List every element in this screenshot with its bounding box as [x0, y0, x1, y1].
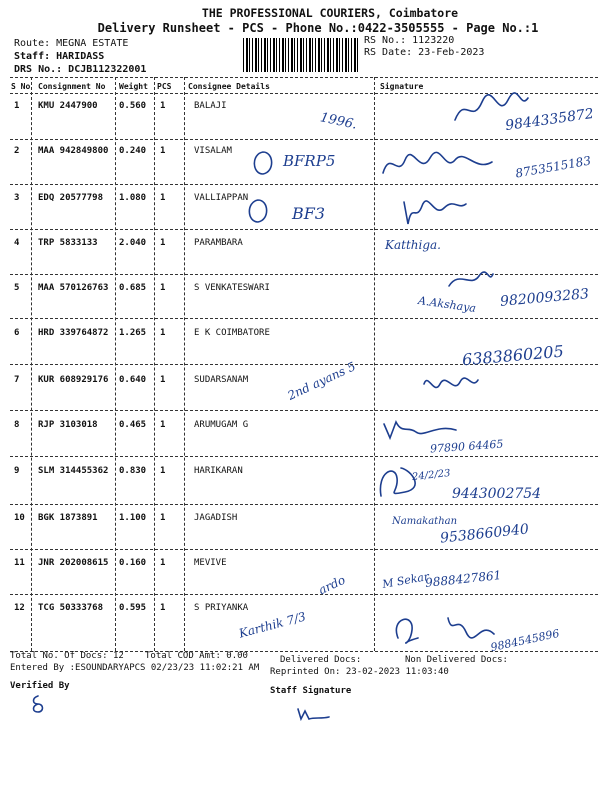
rs-date: RS Date: 23-Feb-2023 — [364, 47, 485, 58]
row-separator — [10, 139, 598, 140]
circled-mark — [250, 150, 276, 176]
col-signature: Signature — [380, 82, 424, 91]
handwritten-note: BF3 — [292, 204, 326, 223]
staff-signature-label: Staff Signature — [270, 686, 352, 696]
row-weight: 1.080 — [119, 193, 147, 203]
entered-by: Entered By :ESOUNDARYAPCS 02/23/23 11:02:21 AM — [10, 663, 260, 673]
col-consignee: Consignee Details — [188, 82, 270, 91]
row-consignee: JAGADISH — [194, 513, 238, 523]
col-sno: S No — [11, 82, 31, 91]
handwritten-date: 24/2/23 — [411, 468, 452, 483]
row-consignment: MAA 942849800 — [38, 146, 109, 156]
row-weight: 2.040 — [119, 238, 147, 248]
row-sno: 12 — [14, 603, 25, 613]
signature-scribble — [380, 148, 495, 178]
row-consignee: SUDARSANAM — [194, 375, 249, 385]
rs-number: RS No.: 1123220 — [364, 35, 455, 46]
signature-scribble — [380, 418, 460, 442]
row-weight: 0.685 — [119, 283, 147, 293]
non-delivered-docs: Non Delivered Docs: — [405, 655, 508, 665]
row-consignee: PARAMBARA — [194, 238, 243, 248]
row-consignment: RJP 3103018 — [38, 420, 98, 430]
row-pcs: 1 — [160, 328, 166, 338]
row-sno: 1 — [14, 101, 20, 111]
row-sno: 6 — [14, 328, 20, 338]
row-separator — [10, 594, 598, 595]
signature-scribble — [400, 192, 470, 228]
handwritten-name: Katthiga. — [385, 238, 441, 252]
handwritten-phone: 9844335872 — [504, 105, 595, 135]
row-consignee: VISALAM — [194, 146, 232, 156]
signature-scribble — [375, 462, 415, 502]
row-consignee: ARUMUGAM G — [194, 420, 249, 430]
row-sno: 3 — [14, 193, 20, 203]
col-pcs: PCS — [157, 82, 172, 91]
row-weight: 0.240 — [119, 146, 147, 156]
row-consignment: BGK 1873891 — [38, 513, 98, 523]
row-weight: 0.830 — [119, 466, 147, 476]
row-consignee: E K COIMBATORE — [194, 328, 270, 338]
handwritten-phone: 6383860205 — [461, 341, 565, 370]
verified-by: Verified By — [10, 681, 70, 691]
row-separator — [10, 318, 598, 319]
verified-mark — [30, 694, 46, 714]
row-pcs: 1 — [160, 238, 166, 248]
row-consignee: BALAJI — [194, 101, 227, 111]
staff-signature-scribble — [295, 705, 331, 723]
handwritten-name: Namakathan — [392, 516, 458, 527]
row-consignment: KUR 608929176 — [38, 375, 109, 385]
handwritten-phone: 9884545896 — [489, 626, 561, 655]
col-weight: Weight — [119, 82, 148, 91]
row-separator — [10, 504, 598, 505]
row-weight: 0.160 — [119, 558, 147, 568]
handwritten-phone: 9538660940 — [439, 521, 530, 547]
row-weight: 1.265 — [119, 328, 147, 338]
signature-scribble — [388, 608, 498, 648]
row-weight: 0.465 — [119, 420, 147, 430]
signature-scribble — [420, 370, 480, 400]
delivered-docs: Delivered Docs: — [280, 655, 362, 665]
handwritten-note: 1996. — [318, 110, 359, 133]
handwritten-phone: 8753515183 — [514, 153, 592, 181]
row-pcs: 1 — [160, 193, 166, 203]
row-consignee: HARIKARAN — [194, 466, 243, 476]
row-separator — [10, 229, 598, 230]
row-pcs: 1 — [160, 466, 166, 476]
row-pcs: 1 — [160, 603, 166, 613]
handwritten-phone: 9888427861 — [424, 568, 502, 590]
row-pcs: 1 — [160, 375, 166, 385]
row-pcs: 1 — [160, 558, 166, 568]
total-docs: Total No. Of Docs: 12 — [10, 651, 124, 661]
row-weight: 1.100 — [119, 513, 147, 523]
row-separator — [10, 549, 598, 550]
row-consignee: S VENKATESWARI — [194, 283, 270, 293]
row-pcs: 1 — [160, 283, 166, 293]
row-consignment: SLM 314455362 — [38, 466, 109, 476]
row-sno: 11 — [14, 558, 25, 568]
row-sno: 5 — [14, 283, 20, 293]
handwritten-note: Karthik 7/3 — [237, 609, 308, 641]
row-sno: 8 — [14, 420, 20, 430]
route: Route: MEGNA ESTATE — [14, 38, 129, 49]
row-sno: 4 — [14, 238, 20, 248]
row-sno: 9 — [14, 466, 20, 476]
table-top-rule — [10, 77, 598, 78]
row-consignment: MAA 570126763 — [38, 283, 109, 293]
row-pcs: 1 — [160, 146, 166, 156]
handwritten-note: 2nd ayans 5 — [285, 359, 358, 403]
signature-scribble — [445, 268, 495, 292]
runsheet-title: Delivery Runsheet - PCS - Phone No.:0422-3505555 - Page No.:1 — [97, 21, 539, 35]
row-consignee: MEVIVE — [194, 558, 227, 568]
col-consignment: Consignment No — [38, 82, 106, 91]
row-sno: 7 — [14, 375, 20, 385]
row-consignee: S PRIYANKA — [194, 603, 249, 613]
row-sno: 10 — [14, 513, 25, 523]
handwritten-phone: 9443002754 — [452, 486, 542, 502]
handwritten-note: ardo — [316, 572, 348, 598]
row-weight: 0.560 — [119, 101, 147, 111]
barcode — [243, 38, 358, 72]
row-separator — [10, 274, 598, 275]
handwritten-name: A.Akshaya — [417, 294, 477, 315]
row-pcs: 1 — [160, 101, 166, 111]
handwritten-phone: 97890 64465 — [429, 437, 504, 456]
row-separator — [10, 184, 598, 185]
row-consignment: HRD 339764872 — [38, 328, 109, 338]
row-consignment: EDQ 20577798 — [38, 193, 104, 203]
row-consignment: JNR 202008615 — [38, 558, 109, 568]
total-cod: Total COD Amt: 0.00 — [145, 651, 248, 661]
row-weight: 0.595 — [119, 603, 147, 613]
circled-mark — [245, 198, 271, 224]
row-weight: 0.640 — [119, 375, 147, 385]
drs-number: DRS No.: DCJB112322001 — [14, 64, 147, 75]
row-pcs: 1 — [160, 420, 166, 430]
company-title: THE PROFESSIONAL COURIERS, Coimbatore — [201, 6, 459, 20]
row-consignment: TCG 50333768 — [38, 603, 104, 613]
staff: Staff: HARIDASS — [14, 51, 105, 62]
handwritten-phone: 9820093283 — [499, 286, 590, 310]
row-consignment: TRP 5833133 — [38, 238, 98, 248]
row-pcs: 1 — [160, 513, 166, 523]
row-separator — [10, 410, 598, 411]
handwritten-name: M Sekar — [381, 569, 431, 592]
row-sno: 2 — [14, 146, 20, 156]
row-separator — [10, 456, 598, 457]
row-consignee: VALLIAPPAN — [194, 193, 249, 203]
reprinted-on: Reprinted On: 23-02-2023 11:03:40 — [270, 667, 449, 677]
row-consignment: KMU 2447900 — [38, 101, 98, 111]
handwritten-note: BFRP5 — [283, 152, 336, 170]
